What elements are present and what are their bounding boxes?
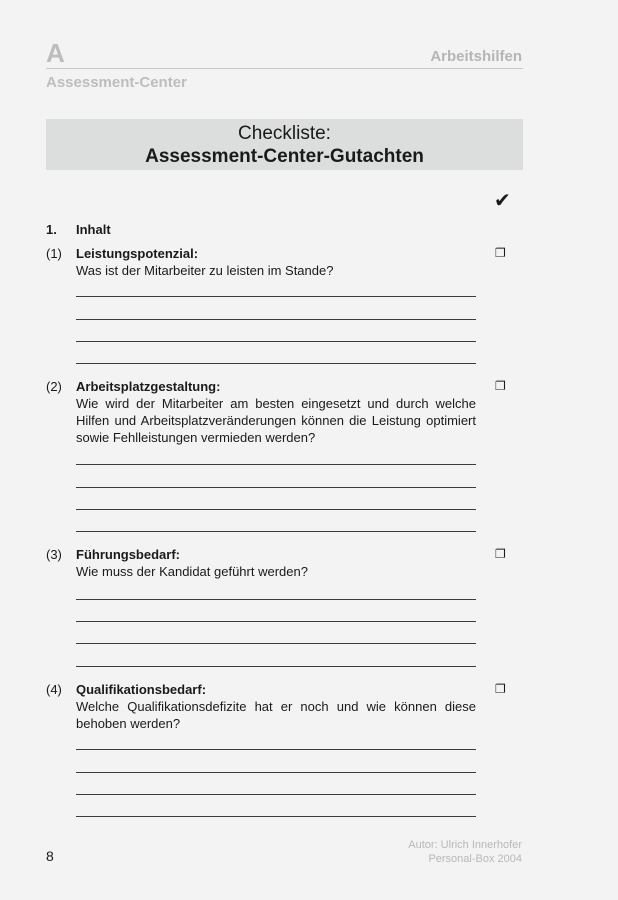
checkmark-icon: ✔ [494,190,511,212]
title-line-2: Assessment-Center-Gutachten [145,146,424,167]
chapter-title: Assessment-Center [46,74,187,91]
section-heading: Inhalt [76,222,111,237]
item-number: (4) [46,682,62,697]
item-question: Wie muss der Kandidat geführt werden? [76,564,308,579]
answer-line[interactable] [76,296,476,297]
answer-line[interactable] [76,363,476,364]
answer-line[interactable] [76,509,476,510]
answer-line[interactable] [76,487,476,488]
answer-line[interactable] [76,816,476,817]
item-number: (2) [46,379,62,394]
item-label: Qualifikationsbedarf: [76,682,207,697]
answer-line[interactable] [76,464,476,465]
item-label: Leistungspotenzial: [76,246,199,261]
section-title: Arbeitshilfen [430,48,522,65]
section-number: 1. [46,222,57,237]
answer-line[interactable] [76,794,476,795]
section-letter: A [46,38,65,68]
footer-publication: Personal-Box 2004 [428,853,522,865]
page-number: 8 [46,848,54,864]
answer-line[interactable] [76,749,476,750]
checkbox-icon[interactable]: ❐ [495,547,506,561]
answer-line[interactable] [76,319,476,320]
title-line-1: Checkliste: [238,123,331,144]
answer-line[interactable] [76,599,476,600]
checkbox-icon[interactable]: ❐ [495,246,506,260]
checkbox-icon[interactable]: ❐ [495,682,506,696]
answer-line[interactable] [76,621,476,622]
item-label: Führungsbedarf: [76,547,180,562]
footer-author: Autor: Ulrich Innerhofer [408,839,522,851]
item-question: Was ist der Mitarbeiter zu leisten im Stande? [76,263,334,278]
item-number: (1) [46,246,62,261]
answer-line[interactable] [76,666,476,667]
item-question: Welche Qualifikationsdefizite hat er noch und wie können diese behoben werden? [76,699,476,731]
answer-line[interactable] [76,772,476,773]
document-title-box [46,119,523,170]
checkbox-icon[interactable]: ❐ [495,379,506,393]
item-label: Arbeitsplatzgestaltung: [76,379,221,394]
answer-line[interactable] [76,341,476,342]
footer-credits [408,838,522,866]
header-divider [46,68,523,69]
answer-line[interactable] [76,643,476,644]
item-number: (3) [46,547,62,562]
answer-line[interactable] [76,531,476,532]
item-question: Wie wird der Mitarbeiter am besten eingesetzt und durch welche Hilfen und Arbeitsplatzveränderungen können die Leistung optimiert sowie Fehlleistungen vermieden werden? [76,396,476,445]
